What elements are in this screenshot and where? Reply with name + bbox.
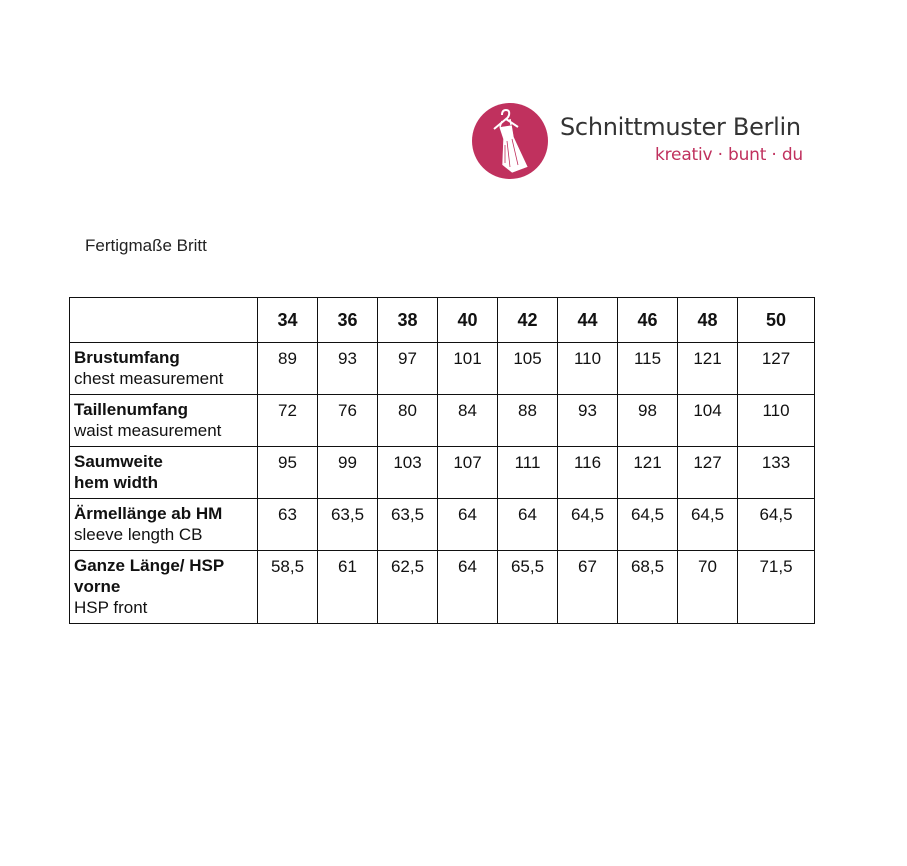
size-header: 44: [558, 298, 618, 343]
row-label: [70, 447, 258, 499]
row-label-en: HSP front: [74, 598, 148, 617]
table-row: [70, 395, 815, 447]
row-label: [70, 343, 258, 395]
size-header: 42: [498, 298, 558, 343]
table-cell: 133: [738, 447, 815, 499]
table-cell: 101: [438, 343, 498, 395]
table-cell: 71,5: [738, 551, 815, 624]
table-cell: 64,5: [618, 499, 678, 551]
brand-logo: [472, 103, 802, 183]
row-label-de: Ärmellänge ab HM: [74, 504, 223, 523]
table-cell: 76: [318, 395, 378, 447]
row-label-en: hem width: [74, 473, 159, 492]
table-cell: 64,5: [678, 499, 738, 551]
table-cell: 116: [558, 447, 618, 499]
row-label-en: chest measurement: [74, 369, 224, 388]
row-label-en: sleeve length CB: [74, 525, 203, 544]
table-cell: 80: [378, 395, 438, 447]
table-cell: 89: [258, 343, 318, 395]
table-cell: 88: [498, 395, 558, 447]
row-label-de: Brustumfang: [74, 348, 180, 367]
table-cell: 127: [738, 343, 815, 395]
table-cell: 62,5: [378, 551, 438, 624]
table-cell: 70: [678, 551, 738, 624]
table-cell: 97: [378, 343, 438, 395]
size-header: 50: [738, 298, 815, 343]
size-table: [69, 297, 815, 624]
table-cell: 93: [558, 395, 618, 447]
table-cell: 64: [438, 499, 498, 551]
size-header: 40: [438, 298, 498, 343]
table-cell: 110: [558, 343, 618, 395]
table-cell: 64: [498, 499, 558, 551]
table-row: [70, 447, 815, 499]
size-header: 48: [678, 298, 738, 343]
table-cell: 64,5: [558, 499, 618, 551]
table-cell: 61: [318, 551, 378, 624]
table-cell: 63,5: [378, 499, 438, 551]
table-cell: 121: [678, 343, 738, 395]
table-cell: 58,5: [258, 551, 318, 624]
table-cell: 63,5: [318, 499, 378, 551]
size-header: 46: [618, 298, 678, 343]
table-cell: 110: [738, 395, 815, 447]
table-cell: 104: [678, 395, 738, 447]
table-row: [70, 551, 815, 624]
table-cell: 111: [498, 447, 558, 499]
table-cell: 127: [678, 447, 738, 499]
table-cell: 103: [378, 447, 438, 499]
row-label-de: Saumweite: [74, 452, 163, 471]
table-cell: 105: [498, 343, 558, 395]
row-label-de: Ganze Länge/ HSP vorne: [74, 556, 224, 596]
size-header: 36: [318, 298, 378, 343]
table-cell: 99: [318, 447, 378, 499]
brand-tagline: kreativ · bunt · du: [655, 145, 803, 165]
table-cell: 68,5: [618, 551, 678, 624]
row-label: [70, 551, 258, 624]
table-cell: 115: [618, 343, 678, 395]
table-cell: 84: [438, 395, 498, 447]
header-corner-cell: [70, 298, 258, 343]
table-cell: 63: [258, 499, 318, 551]
table-cell: 121: [618, 447, 678, 499]
table-row: [70, 499, 815, 551]
size-header-row: [70, 298, 815, 343]
dress-on-hanger-icon: [472, 103, 548, 179]
size-header: 38: [378, 298, 438, 343]
table-cell: 64,5: [738, 499, 815, 551]
table-cell: 107: [438, 447, 498, 499]
table-cell: 64: [438, 551, 498, 624]
table-cell: 93: [318, 343, 378, 395]
table-cell: 98: [618, 395, 678, 447]
table-cell: 72: [258, 395, 318, 447]
brand-name: Schnittmuster Berlin: [560, 113, 801, 141]
page-title: Fertigmaße Britt: [85, 236, 207, 255]
row-label: [70, 499, 258, 551]
table-cell: 65,5: [498, 551, 558, 624]
row-label-de: Taillenumfang: [74, 400, 188, 419]
table-row: [70, 343, 815, 395]
size-header: 34: [258, 298, 318, 343]
table-cell: 95: [258, 447, 318, 499]
row-label-en: waist measurement: [74, 421, 222, 440]
table-cell: 67: [558, 551, 618, 624]
row-label: [70, 395, 258, 447]
